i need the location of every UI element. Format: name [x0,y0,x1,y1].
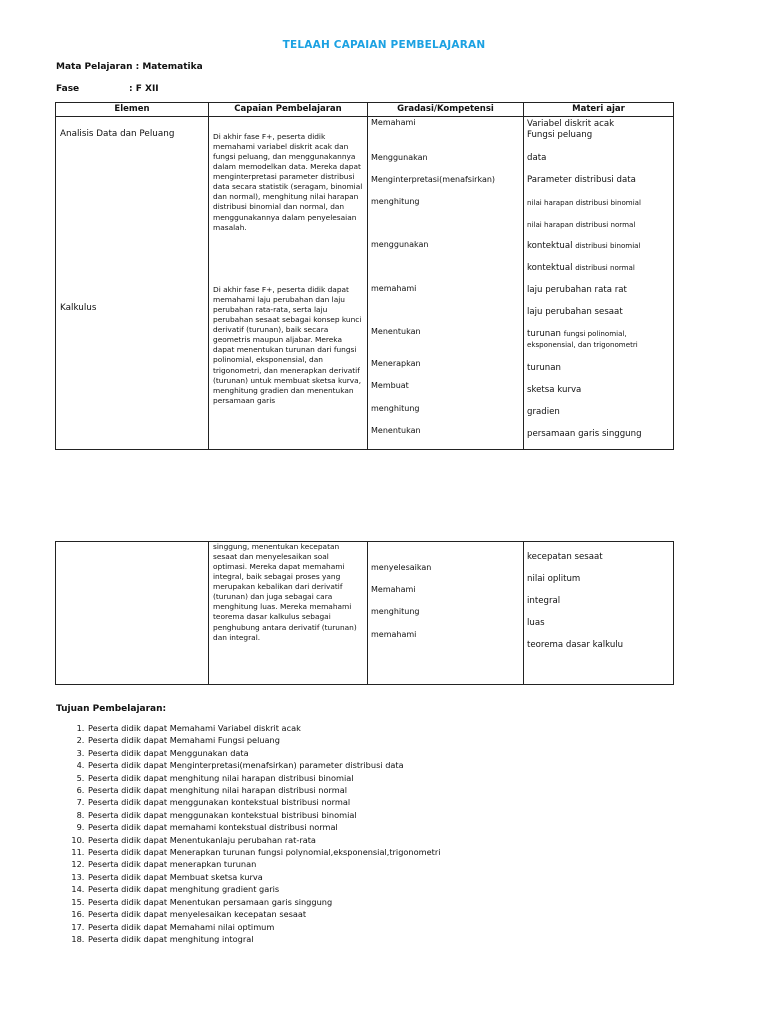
capaian-kalkulus: Di akhir fase F+, peserta didik dapat memahami laju perubahan dan laju perubahan rata-rata, serta laju perubahan sesaat sebagai konsep kunci derivatif (turunan), baik secara geometris maupun aljabar. Mereka dapat menentukan turunan dari fungsi polinomial, eksponensial, dan trigonometri, dan menerapkan derivatif (turunan) untuk membuat sketsa kurva, menghitung gradien dan menentukan persamaan garis [213,285,362,405]
gradasi-cell [368,117,524,450]
gradasi-item: menyelesaikan [371,563,432,572]
capaian-analisis: Di akhir fase F+, peserta didik memahami variabel diskrit acak dan fungsi peluang, dan menggunakannya dalam memodelkan data. Mereka dapat menginterpretasi parameter distribusi data secara statistik (seragam, binomial dan normal), menghitung nilai harapan distribusi binomial dan normal, dan menggunakannya dalam penyelesaian masalah. [213,132,363,232]
materi-item: data [527,153,547,163]
gradasi-item: Memahami [371,118,416,127]
phase-value: : F XII [129,84,159,94]
materi-item: kontektual distribusi normal [527,263,635,273]
elemen-kalkulus: Kalkulus [60,303,97,313]
list-item: 8. Peserta didik dapat menggunakan kontekstual bistribusi binomial [87,809,440,821]
table-row [56,542,674,685]
list-item: 4. Peserta didik dapat Menginterpretasi(menafsirkan) parameter distribusi data [87,759,440,771]
list-item: 18. Peserta didik dapat menghitung intogral [87,933,440,945]
table-header-row [56,103,674,117]
gradasi-item: menghitung [371,404,420,413]
elemen-cell [56,117,209,450]
gradasi-cell [368,542,524,685]
gradasi-item: Membuat [371,381,409,390]
list-item: 11. Peserta didik dapat Menerapkan turunan fungsi polynomial,eksponensial,trigonometri [87,846,440,858]
materi-cell [524,117,674,450]
materi-item: turunan [527,363,561,373]
subject-label: Mata Pelajaran : Matematika [56,62,203,72]
list-item: 9. Peserta didik dapat memahami kontekstual distribusi normal [87,821,440,833]
goals-title: Tujuan Pembelajaran: [56,704,167,714]
materi-item: kontektual distribusi binomial [527,241,641,251]
materi-item: nilai harapan distribusi binomial [527,198,641,207]
materi-item: integral [527,596,561,606]
materi-item: nilai oplitum [527,574,581,584]
list-item: 2. Peserta didik dapat Memahami Fungsi peluang [87,734,440,746]
materi-item: turunan fungsi polinomial, eksponensial, dan trigonometri [527,329,638,350]
list-item: 12. Peserta didik dapat menerapkan turunan [87,858,440,870]
gradasi-item: Menentukan [371,327,421,336]
phase-label: Fase [56,84,80,94]
materi-item: laju perubahan sesaat [527,307,623,317]
list-item: 10. Peserta didik dapat Menentukanlaju perubahan rat-rata [87,834,440,846]
list-item: 5. Peserta didik dapat menghitung nilai harapan distribusi binomial [87,772,440,784]
materi-item: nilai harapan distribusi normal [527,220,636,229]
capaian-cell [209,542,368,685]
gradasi-item: Menerapkan [371,359,421,368]
materi-item: laju perubahan rata rat [527,285,627,295]
materi-item: persamaan garis singgung [527,429,642,439]
materi-cell [524,542,674,685]
gradasi-item: Menginterpretasi(menafsirkan) [371,175,496,184]
gradasi-item: Menentukan [371,426,421,435]
capaian-cell [209,117,368,450]
goals-list [56,722,440,945]
header-materi: Materi ajar [524,103,674,117]
gradasi-item: menghitung [371,197,420,206]
materi-item: gradien [527,407,560,417]
gradasi-item: menghitung [371,607,420,616]
list-item: 6. Peserta didik dapat menghitung nilai harapan distribusi normal [87,784,440,796]
materi-item: Parameter distribusi data [527,175,636,185]
list-item: 14. Peserta didik dapat menghitung gradient garis [87,883,440,895]
list-item: 17. Peserta didik dapat Memahami nilai optimum [87,921,440,933]
phase-row [56,84,159,94]
capaian-kalkulus-continued: singgung, menentukan kecepatan sesaat dan menyelesaikan soal optimasi. Mereka dapat memahami integral, baik sebagai proses yang merupakan kebalikan dari derivatif (turunan) dan juga sebagai cara menghitung luas. Mereka memahami teorema dasar kalkulus sebagai penghubung antara derivatif (turunan) dan integral. [213,542,357,642]
list-item: 13. Peserta didik dapat Membuat sketsa kurva [87,871,440,883]
gradasi-item: Menggunakan [371,153,428,162]
list-item: 3. Peserta didik dapat Menggunakan data [87,747,440,759]
curriculum-table [55,102,674,450]
materi-item: Fungsi peluang [527,130,593,140]
elemen-cell-empty [56,542,209,685]
materi-item: sketsa kurva [527,385,582,395]
curriculum-table-continued [55,541,674,685]
header-capaian: Capaian Pembelajaran [209,103,368,117]
document-title: TELAAH CAPAIAN PEMBELAJARAN [282,39,486,51]
list-item: 15. Peserta didik dapat Menentukan persamaan garis singgung [87,896,440,908]
list-item: 1. Peserta didik dapat Memahami Variabel diskrit acak [87,722,440,734]
materi-item: kecepatan sesaat [527,552,603,562]
header-gradasi: Gradasi/Kompetensi [368,103,524,117]
elemen-analisis: Analisis Data dan Peluang [60,129,175,139]
gradasi-item: memahami [371,630,417,639]
materi-item: luas [527,618,545,628]
gradasi-item: Memahami [371,585,416,594]
gradasi-item: memahami [371,284,417,293]
list-item: 7. Peserta didik dapat menggunakan kontekstual bistribusi normal [87,796,440,808]
list-item: 16. Peserta didik dapat menyelesaikan kecepatan sesaat [87,908,440,920]
header-elemen: Elemen [56,103,209,117]
materi-item: teorema dasar kalkulu [527,640,624,650]
table-row [56,117,674,450]
gradasi-item: menggunakan [371,240,429,249]
materi-item: Variabel diskrit acak [527,119,615,129]
